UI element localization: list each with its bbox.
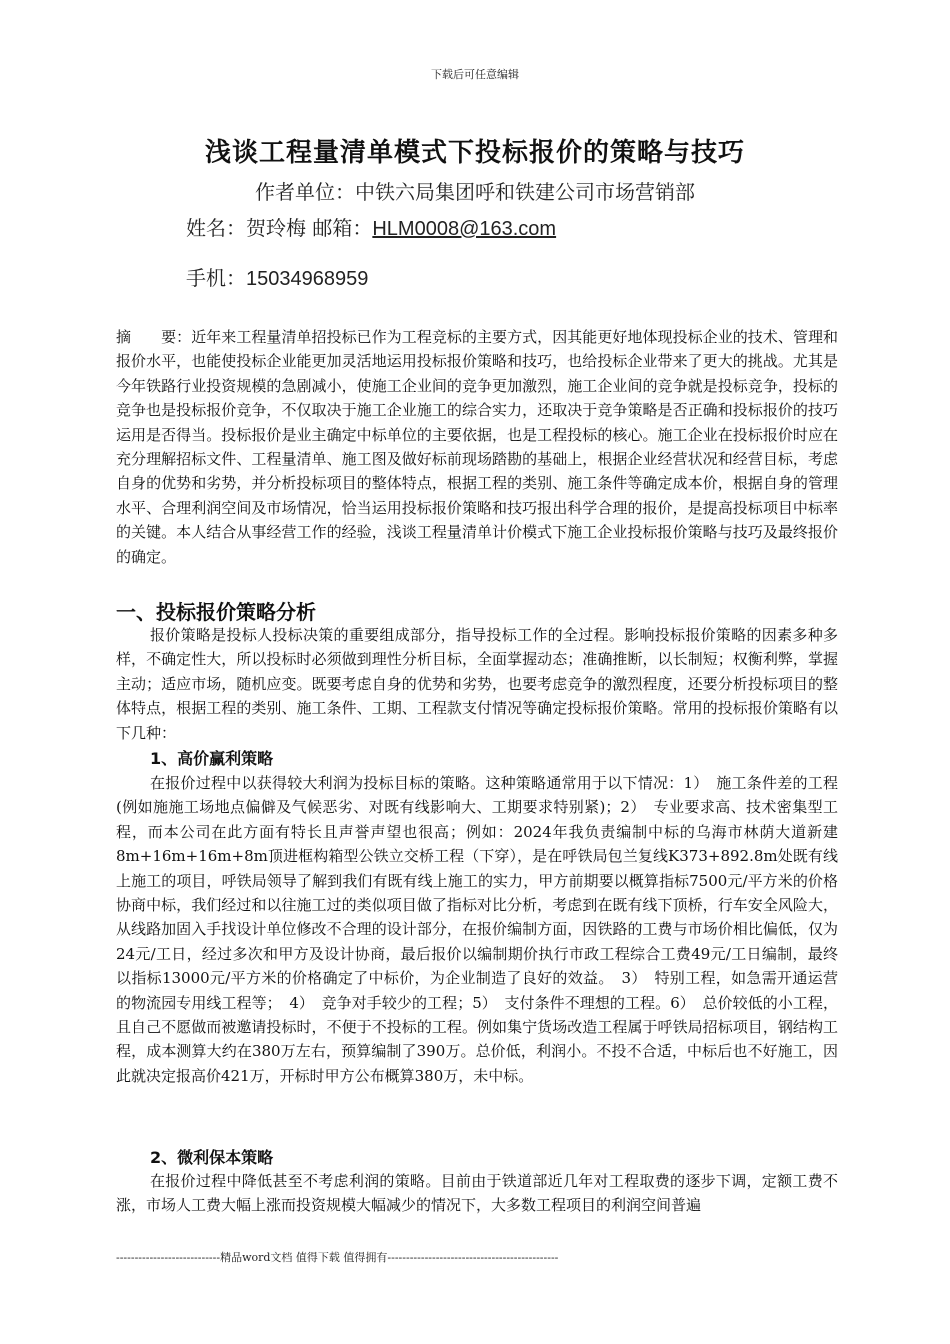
subsection-paragraph-high-price: 在报价过程中以获得较大利润为投标目标的策略。这种策略通常用于以下情况：1） 施工条件差的工程(例如施施工场地点偏僻及气候恶劣、对既有线影响大、工期要求特别紧)；2） 专业要求高、技术密集型工程，而本公司在此方面有特长且声誉声望也很高；例如：2024年我负责编制中标的乌海市林荫大道新建8m+16m+16m+8m顶进框构箱型公铁立交桥工程（下穿），是在呼铁局包兰复线K373+892.8m处既有线上施工的项目，呼铁局领导了解到我们有既有线上施工的实力，甲方前期要以概算指标7500元/平方米的价格协商中标，我们经过和以往施工过的类似项目做了指标对比分析，考虑到在既有线下顶桥，行车安全风险大，从线路加固入手找设计单位修改不合理的设计部分，在报价编制方面，因铁路的工费与市场价相比偏低，仅为24元/工日，经过多次和甲方及设计协商，最后报价以编制期价执行市政工程综合工费49元/工日编制，最终以指标13000元/平方米的价格确定了中标价，为企业制造了良好的效益。 3） 特别工程，如急需开通运营的物流园专用线工程等； 4） 竞争对手较少的工程；5） 支付条件不理想的工程。6） 总价较低的小工程，且自己不愿做而被邀请投标时，不便于不投标的工程。例如集宁货场改造工程属于呼铁局招标项目，钢结构工程，成本测算大约在380万左右，预算编制了390万。总价低，利润小。不投不合适，中标后也不好施工，因此就决定报高价421万，开标时甲方公布概算380万，未中标。 [116,774,838,1085]
abstract-text: 近年来工程量清单招投标已作为工程竞标的主要方式，因其能更好地体现投标企业的技术、管理和报价水平，也能使投标企业能更加灵活地运用投标报价策略和技巧，也给投标企业带来了更大的挑战。尤其是今年铁路行业投资规模的急剧减小，使施工企业间的竞争更加激烈，施工企业间的竞争就是投标竞争，投标的竞争也是投标报价竞争，不仅取决于施工企业施工的综合实力，还取决于竞争策略是否正确和投标报价的技巧运用是否得当。投标报价是业主确定中标单位的主要依据，也是工程投标的核心。施工企业在投标报价时应在充分理解招标文件、工程量清单、施工图及做好标前现场踏勘的基础上，根据企业经营状况和经营目标，考虑自身的优势和劣势，并分析投标项目的整体特点，根据工程的类别、施工条件等确定成本价，根据自身的管理水平、合理利润空间及市场情况，恰当运用投标报价策略和技巧报出科学合理的报价，是提高投标项目中标率的关键。本人结合从事经营工作的经验，浅谈工程量清单计价模式下施工企业投标报价策略与技巧及最终报价的确定。 [116,328,838,566]
email-label: 邮箱： [312,216,373,240]
subsection-heading-high-price: 1、高价赢利策略 [150,749,274,768]
author-name: 姓名：贺玲梅 [186,216,306,240]
abstract-label: 摘 要： [116,328,192,346]
phone-number: 15034968959 [246,268,369,290]
footer-note: ----------------------------精品word文档 值得下载 值得拥有---------------------------------------------- [116,1251,559,1264]
section-heading: 一、投标报价策略分析 [116,600,316,624]
phone-line [186,262,368,291]
email-link[interactable]: HLM0008@163.com [372,218,557,240]
phone-label: 手机： [186,266,246,290]
header-note: 下载后可任意编辑 [431,68,519,81]
author-unit: 作者单位：中铁六局集团呼和铁建公司市场营销部 [255,180,695,204]
abstract [116,325,838,569]
article-title: 浅谈工程量清单模式下投标报价的策略与技巧 [204,138,745,168]
subsection-heading-low-profit: 2、微利保本策略 [150,1148,274,1167]
section-paragraph: 报价策略是投标人投标决策的重要组成部分，指导投标工作的全过程。影响投标报价策略的因素多种多样，不确定性大，所以投标时必须做到理性分析目标，全面掌握动态；准确推断，以长制短；权衡利弊，掌握主动；适应市场，随机应变。既要考虑自身的优势和劣势，也要考虑竞争的激烈程度，还要分析投标项目的整体特点，根据工程的类别、施工条件、工期、工程款支付情况等确定投标报价策略。常用的投标报价策略有以下几种： [116,626,838,742]
subsection-paragraph-low-profit: 在报价过程中降低甚至不考虑利润的策略。目前由于铁道部近几年对工程取费的逐步下调，定额工费不涨，市场人工费大幅上涨而投资规模大幅减少的情况下，大多数工程项目的利润空间普遍 [116,1172,838,1215]
author-name-line [186,212,556,241]
